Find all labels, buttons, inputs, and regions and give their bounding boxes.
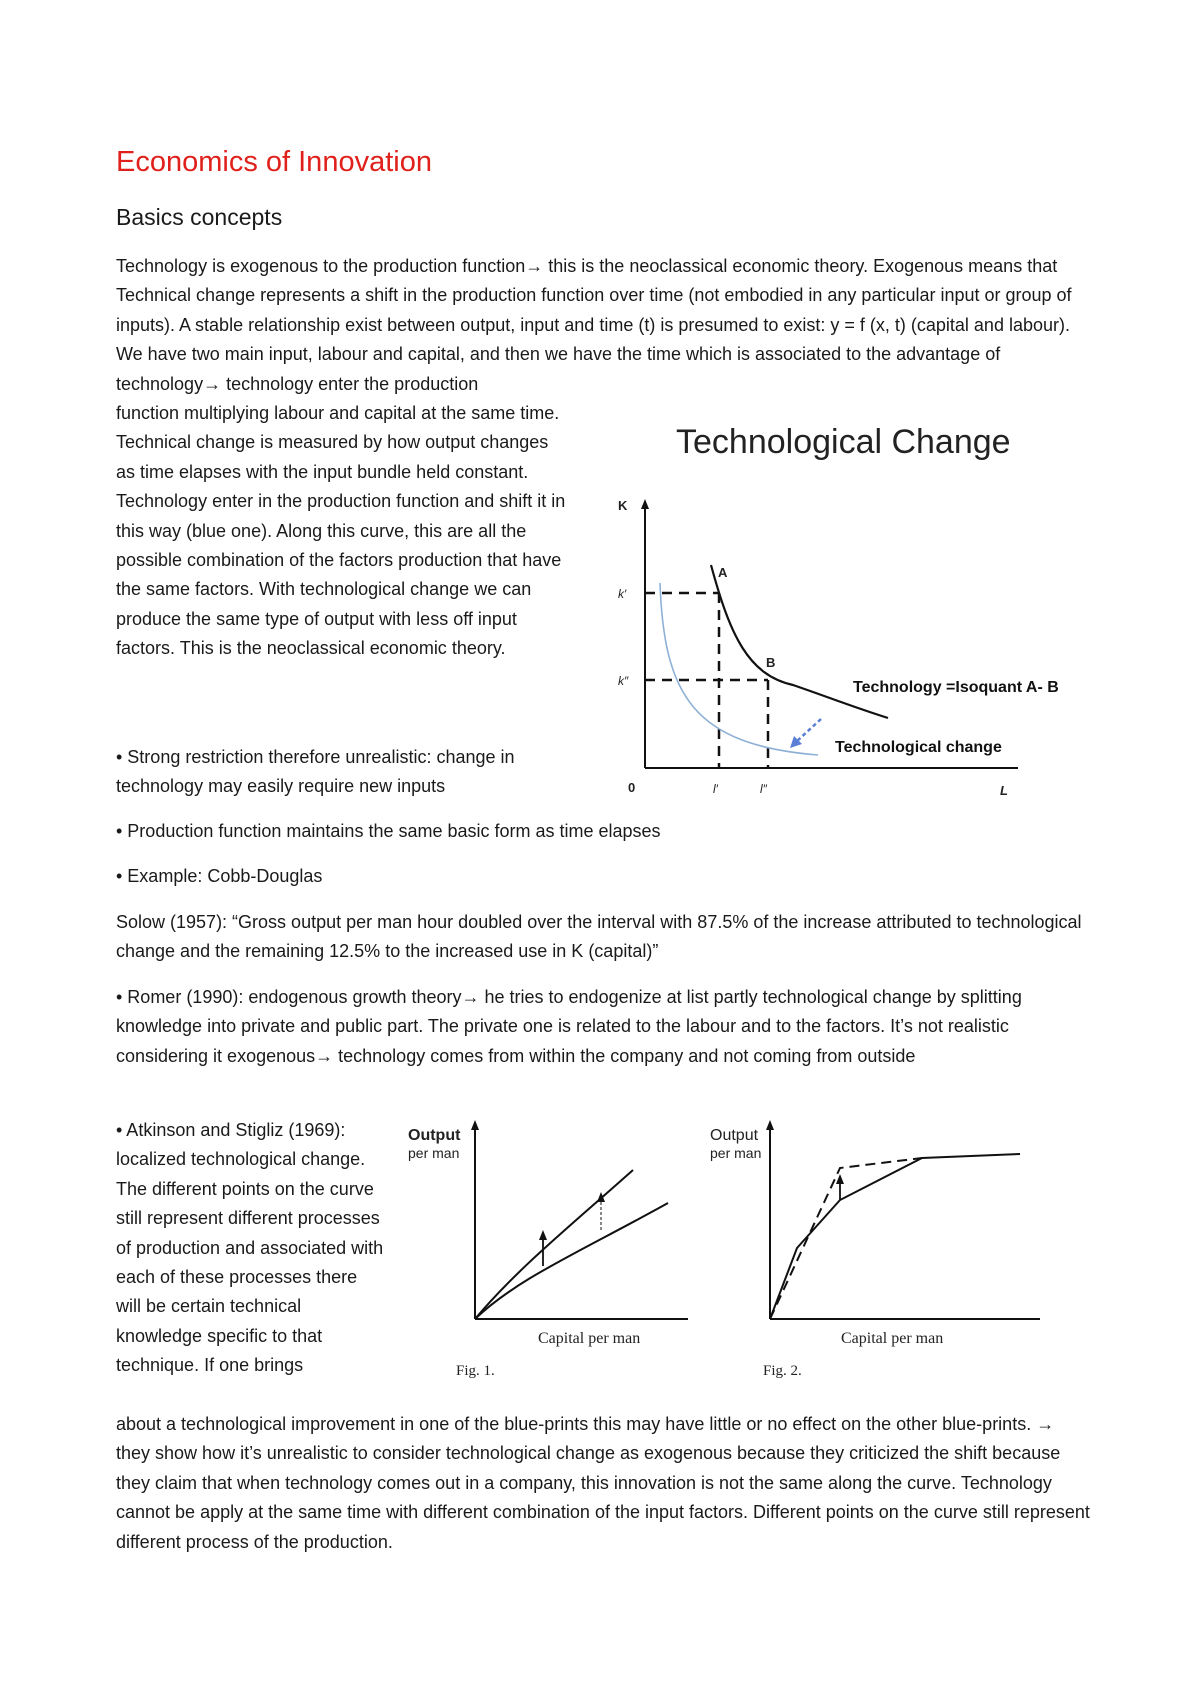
bullet-atkinson-stigliz: • Atkinson and Stigliz (1969): localized technological change. The different points on the curve still represent different processes of production and associated with each of these processes there will be certain technical knowledge specific to that technique. If one brings [116, 1120, 384, 1376]
point-a-label: A [718, 565, 728, 580]
fig1-lower-curve [475, 1203, 668, 1319]
fig1-y-label-line2: per man [408, 1145, 460, 1161]
fig2-y-label-line1: Output [710, 1127, 759, 1144]
y-axis-arrow-icon [641, 499, 649, 509]
k-double-prime-label: k″ [618, 674, 629, 688]
figure-2-localized-processes [700, 1118, 1075, 1378]
bullet-romer: • Romer (1990): endogenous growth theory→ he tries to endogenize at list partly technological change by splitting knowledge into private and public part. The private one is related to the labour and to the factors. It’s not realistic considering it exogenous→ technology comes from within the company and not coming from outside [116, 987, 1022, 1066]
isoquant-label: Technology =Isoquant A- B [853, 679, 1059, 696]
fig2-solid-frontier [770, 1154, 1020, 1319]
fig2-arrow-head-icon [836, 1174, 844, 1184]
fig1-caption: Fig. 1. [456, 1363, 495, 1379]
shifted-isoquant-curve [660, 583, 818, 755]
point-b-label: B [766, 655, 776, 670]
y-axis-label: K [618, 498, 628, 513]
fig1-y-label-line1: Output [408, 1127, 461, 1144]
fig2-x-label: Capital per man [841, 1330, 944, 1347]
paragraph-exogenous-continued: function multiplying labour and capital at the same time. Technical change is measured by how output changes as time elapses with the input bundle held constant. Technology enter in the production function and shift it in this way (blue one). Along this curve, this are all the possible combination of the factors production that have the same factors. With technological change we can produce the same type of output with less off input factors. This is the neoclassical economic theory. [116, 403, 566, 659]
l-double-prime-label: l″ [760, 782, 767, 796]
figure-1-localized-shift [398, 1118, 718, 1378]
fig1-arrow-left-head-icon [539, 1230, 547, 1240]
bullet-production-form: • Production function maintains the same basic form as time elapses [116, 821, 661, 841]
paragraph-atkinson-continued: about a technological improvement in one of the blue-prints this may have little or no effect on the other blue-prints. → they show how it’s unrealistic to consider technological change as exogenous because they criticized the shift because they claim that when technology comes out in a company, this innovation is not the same along the curve. Technology cannot be apply at the same time with different combination of the input factors. Different points on the curve still represent different process of the production. [116, 1414, 1090, 1552]
paragraph-solow: Solow (1957): “Gross output per man hour doubled over the interval with 87.5% of the increase attributed to technological change and the remaining 12.5% to the increased use in K (capital)” [116, 912, 1082, 962]
fig1-upper-curve [475, 1170, 633, 1319]
origin-label: 0 [628, 780, 636, 795]
shift-arrow-line [796, 719, 821, 742]
fig2-caption: Fig. 2. [763, 1363, 802, 1379]
x-axis-label: L [1000, 783, 1008, 798]
bullet-cobb-douglas: • Example: Cobb-Douglas [116, 866, 323, 886]
figure-technological-change [598, 415, 1118, 798]
paragraph-exogenous-intro: Technology is exogenous to the production function→ this is the neoclassical economic theory. Exogenous means that Technical change represents a shift in the production function over time (not embodied in any particular input or group of inputs). A stable relationship exist between output, input and time (t) is presumed to exist: y = f (x, t) (capital and labour). We have two main input, labour and capital, and then we have the time which is associated to the advantage of technology→ technology enter the production [116, 256, 1072, 394]
fig2-y-label-line2: per man [710, 1145, 762, 1161]
section-heading: Basics concepts [116, 204, 283, 230]
shift-label: Technological change [835, 739, 1002, 756]
l-prime-label: l′ [713, 782, 718, 796]
fig2-dashed-frontier [770, 1158, 922, 1319]
k-prime-label: k′ [618, 587, 627, 601]
fig1-x-label: Capital per man [538, 1330, 641, 1347]
document-title: Economics of Innovation [116, 146, 432, 178]
bullet-strong-restriction: • Strong restriction therefore unrealistic: change in technology may easily require new inputs [116, 747, 515, 797]
figure-title: Technological Change [676, 423, 1011, 461]
fig2-y-axis-arrow-icon [766, 1120, 774, 1130]
fig1-y-axis-arrow-icon [471, 1120, 479, 1130]
